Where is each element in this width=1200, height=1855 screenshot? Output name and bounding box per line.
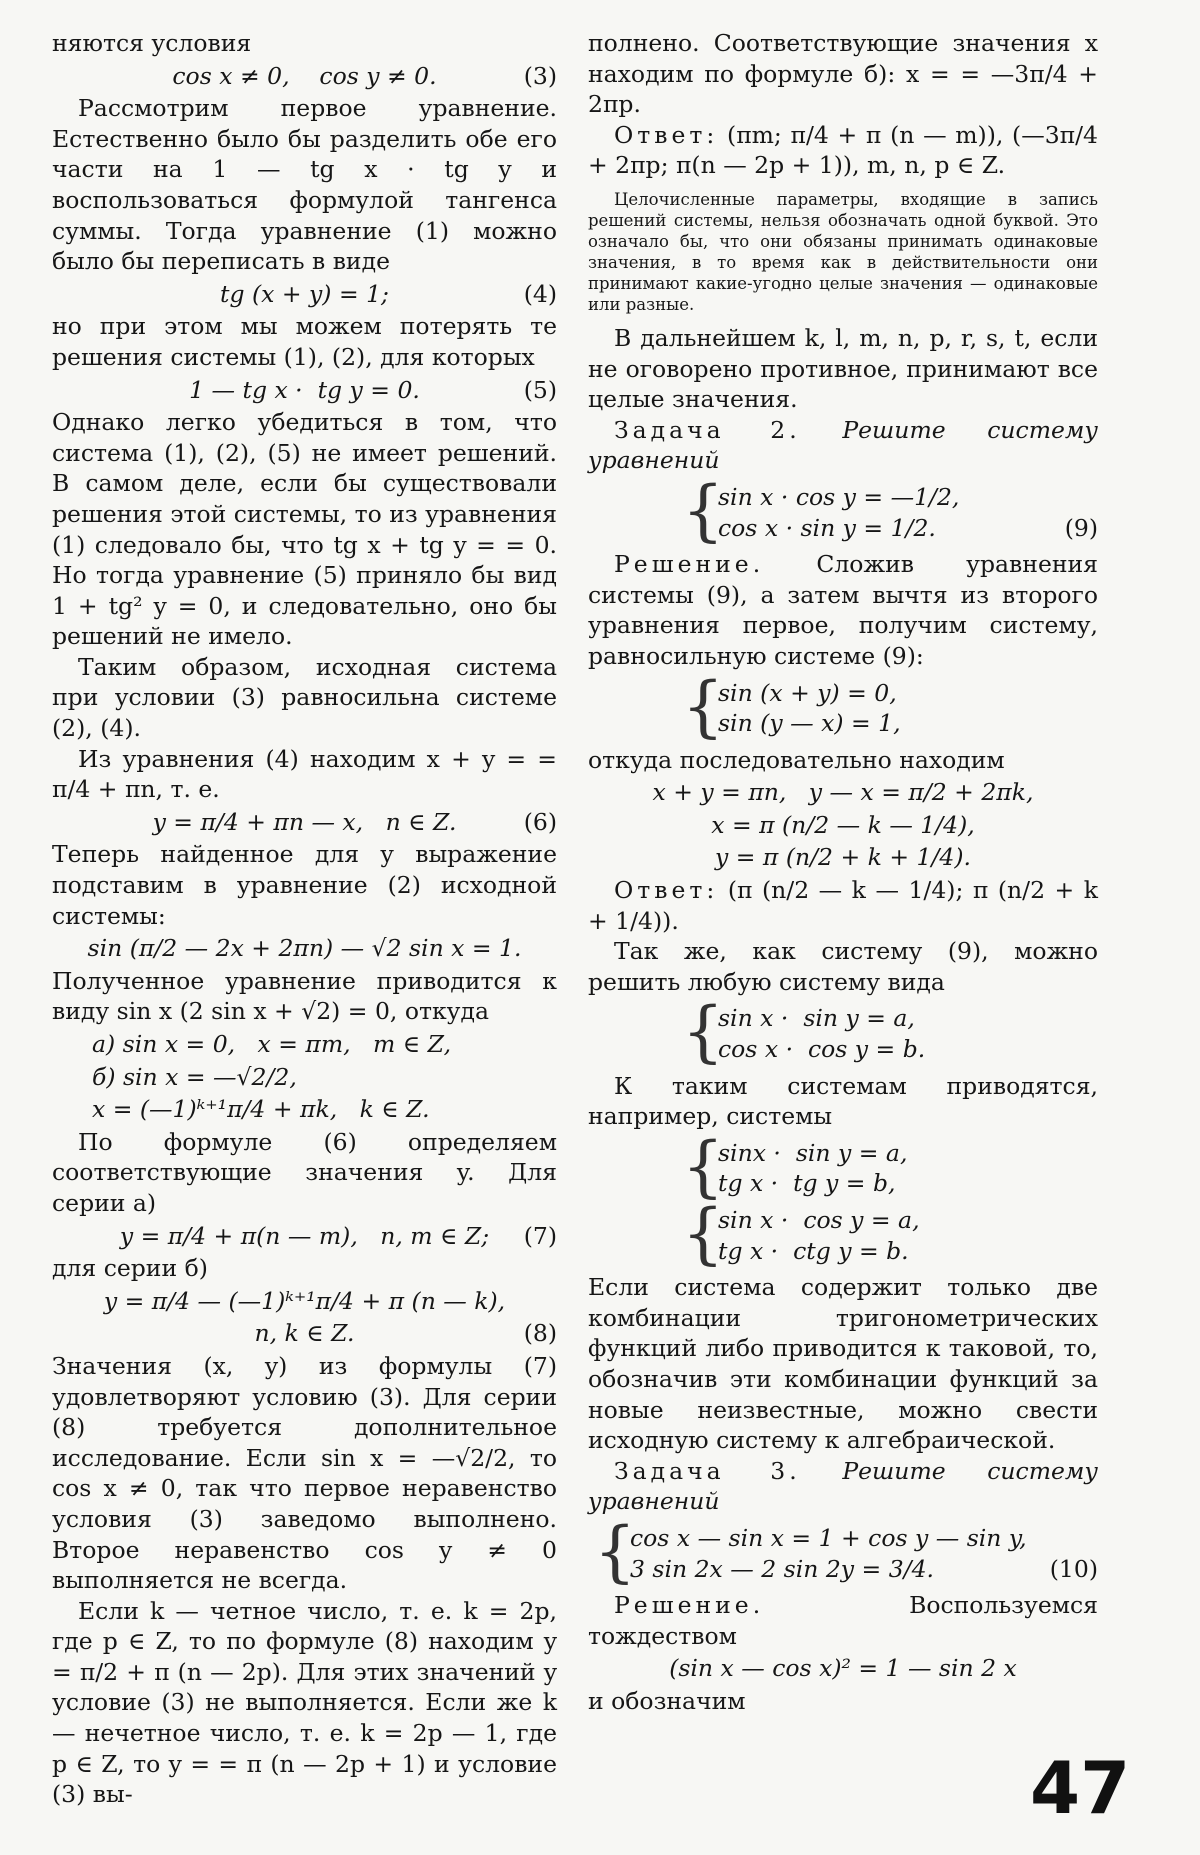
formula-text: 1 — tg x · tg y = 0. [189,375,420,404]
formula [52,1221,557,1252]
left-column [52,28,557,1810]
formula [52,61,557,92]
run-in-heading: Ответ: [614,120,719,149]
paragraph-text: (πm; π/4 + π (n — m)), (—3π/4 + 2πp; π(n — 2p + 1)), m, n, p ∈ Z. [588,120,1098,180]
paragraph [52,744,557,805]
formula [52,1062,557,1093]
paragraph [588,323,1098,415]
equation-system [588,993,1098,1071]
equation-system [588,1127,1098,1205]
equation-number: (10) [1049,1554,1098,1583]
equation-system [588,1512,1098,1590]
paragraph [588,1456,1098,1517]
formula [52,279,557,310]
system-line: sin (y — x) = 1, [718,709,901,738]
formula-text: cos x ≠ 0, cos y ≠ 0. [172,61,437,90]
system-line: sin x · cos y = a, [718,1206,920,1234]
system-line: cos x — sin x = 1 + cos y — sin y, [630,1523,1027,1552]
equation-number: (3) [523,61,557,90]
formula-text: б) sin x = —√2/2, [92,1062,297,1091]
paragraph [588,549,1098,671]
equation-number: (8) [523,1319,557,1348]
paragraph [588,745,1098,776]
paragraph [588,1071,1098,1132]
system-line: cos x · sin y = 1/2. [718,513,936,542]
paragraph-text: Из уравнения (4) находим x + y = = π/4 + πn, т. е. [52,744,557,804]
paragraph-text: для серии б) [52,1254,208,1283]
formula-text: a) sin x = 0, x = πm, m ∈ Z, [92,1030,452,1058]
run-in-heading: Решение. [614,1591,765,1620]
paragraph-text: Так же, как систему (9), можно решить любую систему вида [588,937,1098,996]
equation-system [588,667,1098,745]
paragraph-text: Если k — четное число, т. е. k = 2p, где p ∈ Z, то по формуле (8) находим y = π/2 + π (n — 2p). Для этих значений y условие (3) не выполняется. Если же k — нечетное число, т. е. k = 2p — 1, где p ∈ Z, то y = = π (n — 2p + 1) и условие (3) вы- [52,1596,557,1809]
paragraph [52,93,557,277]
paragraph-text: В дальнейшем k, l, m, n, p, r, s, t, если не оговорено противное, принимают все целые значения. [588,323,1098,414]
formula [52,375,557,406]
formula [588,777,1098,808]
paragraph-text: К таким системам приводятся, например, системы [588,1071,1098,1131]
paragraph [52,1253,557,1284]
paragraph [52,1351,557,1596]
equation-number: (6) [523,807,557,836]
paragraph [52,652,557,744]
page-number: 47 [1030,1746,1131,1830]
paragraph [588,1590,1098,1651]
equation-number: (4) [523,279,557,308]
paragraph [52,839,557,931]
paragraph-text: Сложив уравнения системы (9), а затем вычтя из второго уравнения первое, получим систему, равносильную системе (9): [588,550,1098,670]
paragraph [588,936,1098,997]
formula-text: n, k ∈ Z. [254,1319,355,1348]
run-in-heading: Ответ: [614,876,719,905]
formula-text: y = π/4 — (—1)ᵏ⁺¹π/4 + π (n — k), [103,1286,506,1315]
formula-text: tg (x + y) = 1; [220,279,389,308]
paragraph-text: Теперь найденное для y выражение подставим в уравнение (2) исходной системы: [52,840,557,930]
formula [52,1094,557,1125]
paragraph-text: Значения (x, y) из формулы (7) удовлетворяют условию (3). Для серии (8) требуется дополнительное исследование. Если sin x = —√2/2, то cos x ≠ 0, так что первое неравенство условия (3) заведомо выполнено. Второе неравенство cos y ≠ 0 выполняется не всегда. [52,1351,557,1595]
brace-symbol: { [682,993,724,1071]
run-in-heading: Задача 2. [614,415,801,444]
formula-text: x = (—1)ᵏ⁺¹π/4 + πk, k ∈ Z. [92,1095,430,1124]
formula [588,810,1098,841]
equation-system [588,471,1098,549]
paragraph-text: Воспользуемся тождеством [588,1591,1098,1650]
system-line: cos x · cos y = b. [718,1035,926,1064]
brace-symbol: { [594,1512,636,1590]
paragraph-text: няются условия [52,29,252,57]
paragraph-text: Полученное уравнение приводится к виду sin x (2 sin x + √2) = 0, откуда [52,966,557,1026]
paragraph-text: откуда последовательно находим [588,745,1005,774]
formula [588,1653,1098,1684]
paragraph-text: Однако легко убедиться в том, что система (1), (2), (5) не имеет решений. В самом деле, если бы существовали решения этой системы, то из уравнения (1) следовало бы, что tg x + tg y = = 0. Но тогда уравнение (5) приняло бы вид 1 + tg² y = 0, и следовательно, оно бы решений не имело. [52,408,557,651]
paragraph-text: Целочисленные параметры, входящие в запись решений системы, нельзя обозначать одной буквой. Это означало бы, что они обязаны принимать одинаковые значения, в то время как в действительности они принимают какие-угодно целые значения — одинаковые или разные. [588,189,1098,314]
paragraph [588,1272,1098,1456]
formula-text: x = π (n/2 — k — 1/4), [711,810,975,839]
paragraph [588,415,1098,476]
paragraph-text: По формуле (6) определяем соответствующие значения y. Для серии а) [52,1127,557,1217]
system-line: sin (x + y) = 0, [718,678,897,707]
formula [52,1318,557,1349]
paragraph-text: но при этом мы можем потерять те решения системы (1), (2), для которых [52,312,557,371]
system-line: sin x · cos y = —1/2, [718,482,960,511]
formula [52,1029,557,1060]
equation-number: (5) [523,375,557,404]
paragraph [52,28,557,59]
paragraph [588,28,1098,120]
equation-number: (7) [523,1221,557,1250]
paragraph [52,966,557,1027]
formula-text: y = π (n/2 + k + 1/4). [715,843,971,872]
system-line: tg x · tg y = b, [718,1169,896,1198]
paragraph [52,407,557,652]
paragraph-text: полнено. Соответствующие значения x находим по формуле б): x = = —3π/4 + 2πp. [588,29,1098,119]
formula-text: y = π/4 + π(n — m), n, m ∈ Z; [119,1221,490,1250]
paragraph [52,1596,557,1810]
formula-text: sin (π/2 — 2x + 2πn) — √2 sin x = 1. [87,934,522,963]
paragraph [52,311,557,372]
system-line: sinx · sin y = a, [718,1138,908,1167]
equation-system [588,1195,1098,1272]
paragraph-text: Решите систему уравнений [588,1456,1098,1516]
paragraph-text: Решите систему уравнений [588,415,1098,475]
formula [52,933,557,964]
equation-number: (9) [1064,513,1098,542]
paragraph-text: Таким образом, исходная система при условии (3) равносильна системе (2), (4). [52,652,557,743]
brace-symbol: { [682,471,724,549]
run-in-heading: Задача 3. [614,1456,801,1485]
paragraph [588,1686,1098,1717]
brace-symbol: { [682,1127,724,1205]
brace-symbol: { [682,667,724,745]
formula-text: (sin x — cos x)² = 1 — sin 2 x [669,1654,1017,1683]
formula-text: y = π/4 + πn — x, n ∈ Z. [152,807,457,836]
footnote-paragraph [588,189,1098,315]
paragraph-text: и обозначим [588,1686,746,1715]
paragraph-text: (π (n/2 — k — 1/4); π (n/2 + k + 1/4)). [588,876,1098,935]
system-line: 3 sin 2x — 2 sin 2y = 3/4. [630,1554,934,1583]
paragraph-text: Если система содержит только две комбинации тригонометрических функций либо приводится к таковой, то, обозначив эти комбинации функций за новые неизвестные, можно свести исходную систему к алгебраической. [588,1273,1098,1455]
paragraph [588,120,1098,181]
paragraph [588,875,1098,936]
brace-symbol: { [682,1195,724,1272]
formula-text: x + y = πn, y — x = π/2 + 2πk, [652,778,1034,807]
paragraph [52,1127,557,1219]
system-line: tg x · ctg y = b. [718,1236,909,1265]
formula [588,842,1098,873]
right-column [588,28,1098,1717]
system-line: sin x · sin y = a, [718,1004,915,1033]
formula [52,1286,557,1317]
paragraph-text: Рассмотрим первое уравнение. Естественно было бы разделить обе его части на 1 — tg x · tg y и воспользоваться формулой тангенса суммы. Тогда уравнение (1) можно было бы переписать в виде [52,94,557,276]
formula [52,807,557,838]
run-in-heading: Решение. [614,550,765,579]
